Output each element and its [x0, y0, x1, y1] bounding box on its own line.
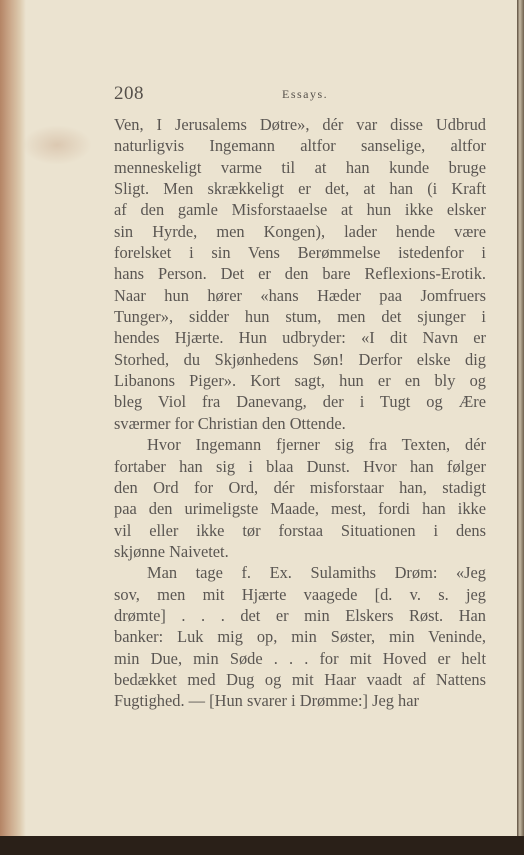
body-text: [114, 114, 486, 712]
text-line: menneskeligt varme til at han kunde bruge: [114, 157, 486, 177]
text-line: skjønne Naivetet.: [114, 541, 229, 561]
text-line: drømte] . . . det er min Elskers Røst. Han: [114, 605, 486, 625]
text-line: den Ord for Ord, dér misforstaar han, stadigt: [114, 477, 486, 497]
text-line: Hvor Ingemann fjerner sig fra Texten, dér: [147, 435, 486, 455]
text-line: Naar hun hører «hans Hæder paa Jomfruers: [114, 285, 486, 305]
text-line: Fugtighed. — [Hun svarer i Drømme:] Jeg har: [114, 691, 419, 711]
text-line: banker: Luk mig op, min Søster, min Veninde,: [114, 627, 486, 647]
page-left-edge-foxing: [0, 0, 26, 836]
text-line: Man tage f. Ex. Sulamiths Drøm: «Jeg: [147, 563, 486, 583]
page-number: 208: [114, 83, 144, 104]
text-line: Ven, I Jerusalems Døtre», dér var disse Udbrud: [114, 115, 486, 134]
text-line: Libanons Piger». Kort sagt, hun er en bly og: [114, 371, 486, 391]
text-line: bleg Viol fra Danevang, der i Tugt og Ære: [114, 392, 486, 412]
text-line: Storhed, du Skjønhedens Søn! Derfor elske dig: [114, 349, 486, 369]
text-line: sværmer for Christian den Ottende.: [114, 413, 346, 433]
text-line: hans Person. Det er den bare Reflexions-Erotik.: [114, 264, 486, 284]
text-line: forelsket i sin Vens Berømmelse istedenfor i: [114, 243, 486, 263]
page-right-edge: [517, 0, 524, 855]
running-head: Essays.: [282, 87, 329, 101]
text-line: fortaber han sig i blaa Dunst. Hvor han følger: [114, 456, 486, 476]
text-line: sov, men mit Hjærte vaagede [d. v. s. jeg: [114, 584, 486, 604]
text-line: af den gamle Misforstaaelse at hun ikke elsker: [114, 200, 486, 220]
text-line: min Due, min Søde . . . for mit Hoved er helt: [114, 648, 486, 668]
page-stain: [22, 125, 92, 165]
page-header: [114, 83, 486, 107]
text-line: naturligvis Ingemann altfor sanselige, altfor: [114, 136, 486, 156]
paragraph: [114, 434, 486, 562]
scan-bottom-border: [0, 836, 524, 855]
text-line: paa den urimeligste Maade, mest, fordi han ikke: [114, 499, 486, 519]
text-line: hendes Hjærte. Hun udbryder: «I dit Navn er: [114, 328, 486, 348]
text-line: vil eller ikke tør forstaa Situationen i dens: [114, 520, 486, 540]
paragraph: [114, 114, 486, 434]
paragraph: [114, 562, 486, 711]
text-line: sin Hyrde, men Kongen), lader hende være: [114, 221, 486, 241]
text-line: bedækket med Dug og mit Haar vaadt af Nattens: [114, 669, 486, 689]
text-line: Sligt. Men skrækkeligt er det, at han (i Kraft: [114, 179, 486, 199]
text-line: Tunger», sidder hun stum, men det sjunger i: [114, 307, 486, 327]
